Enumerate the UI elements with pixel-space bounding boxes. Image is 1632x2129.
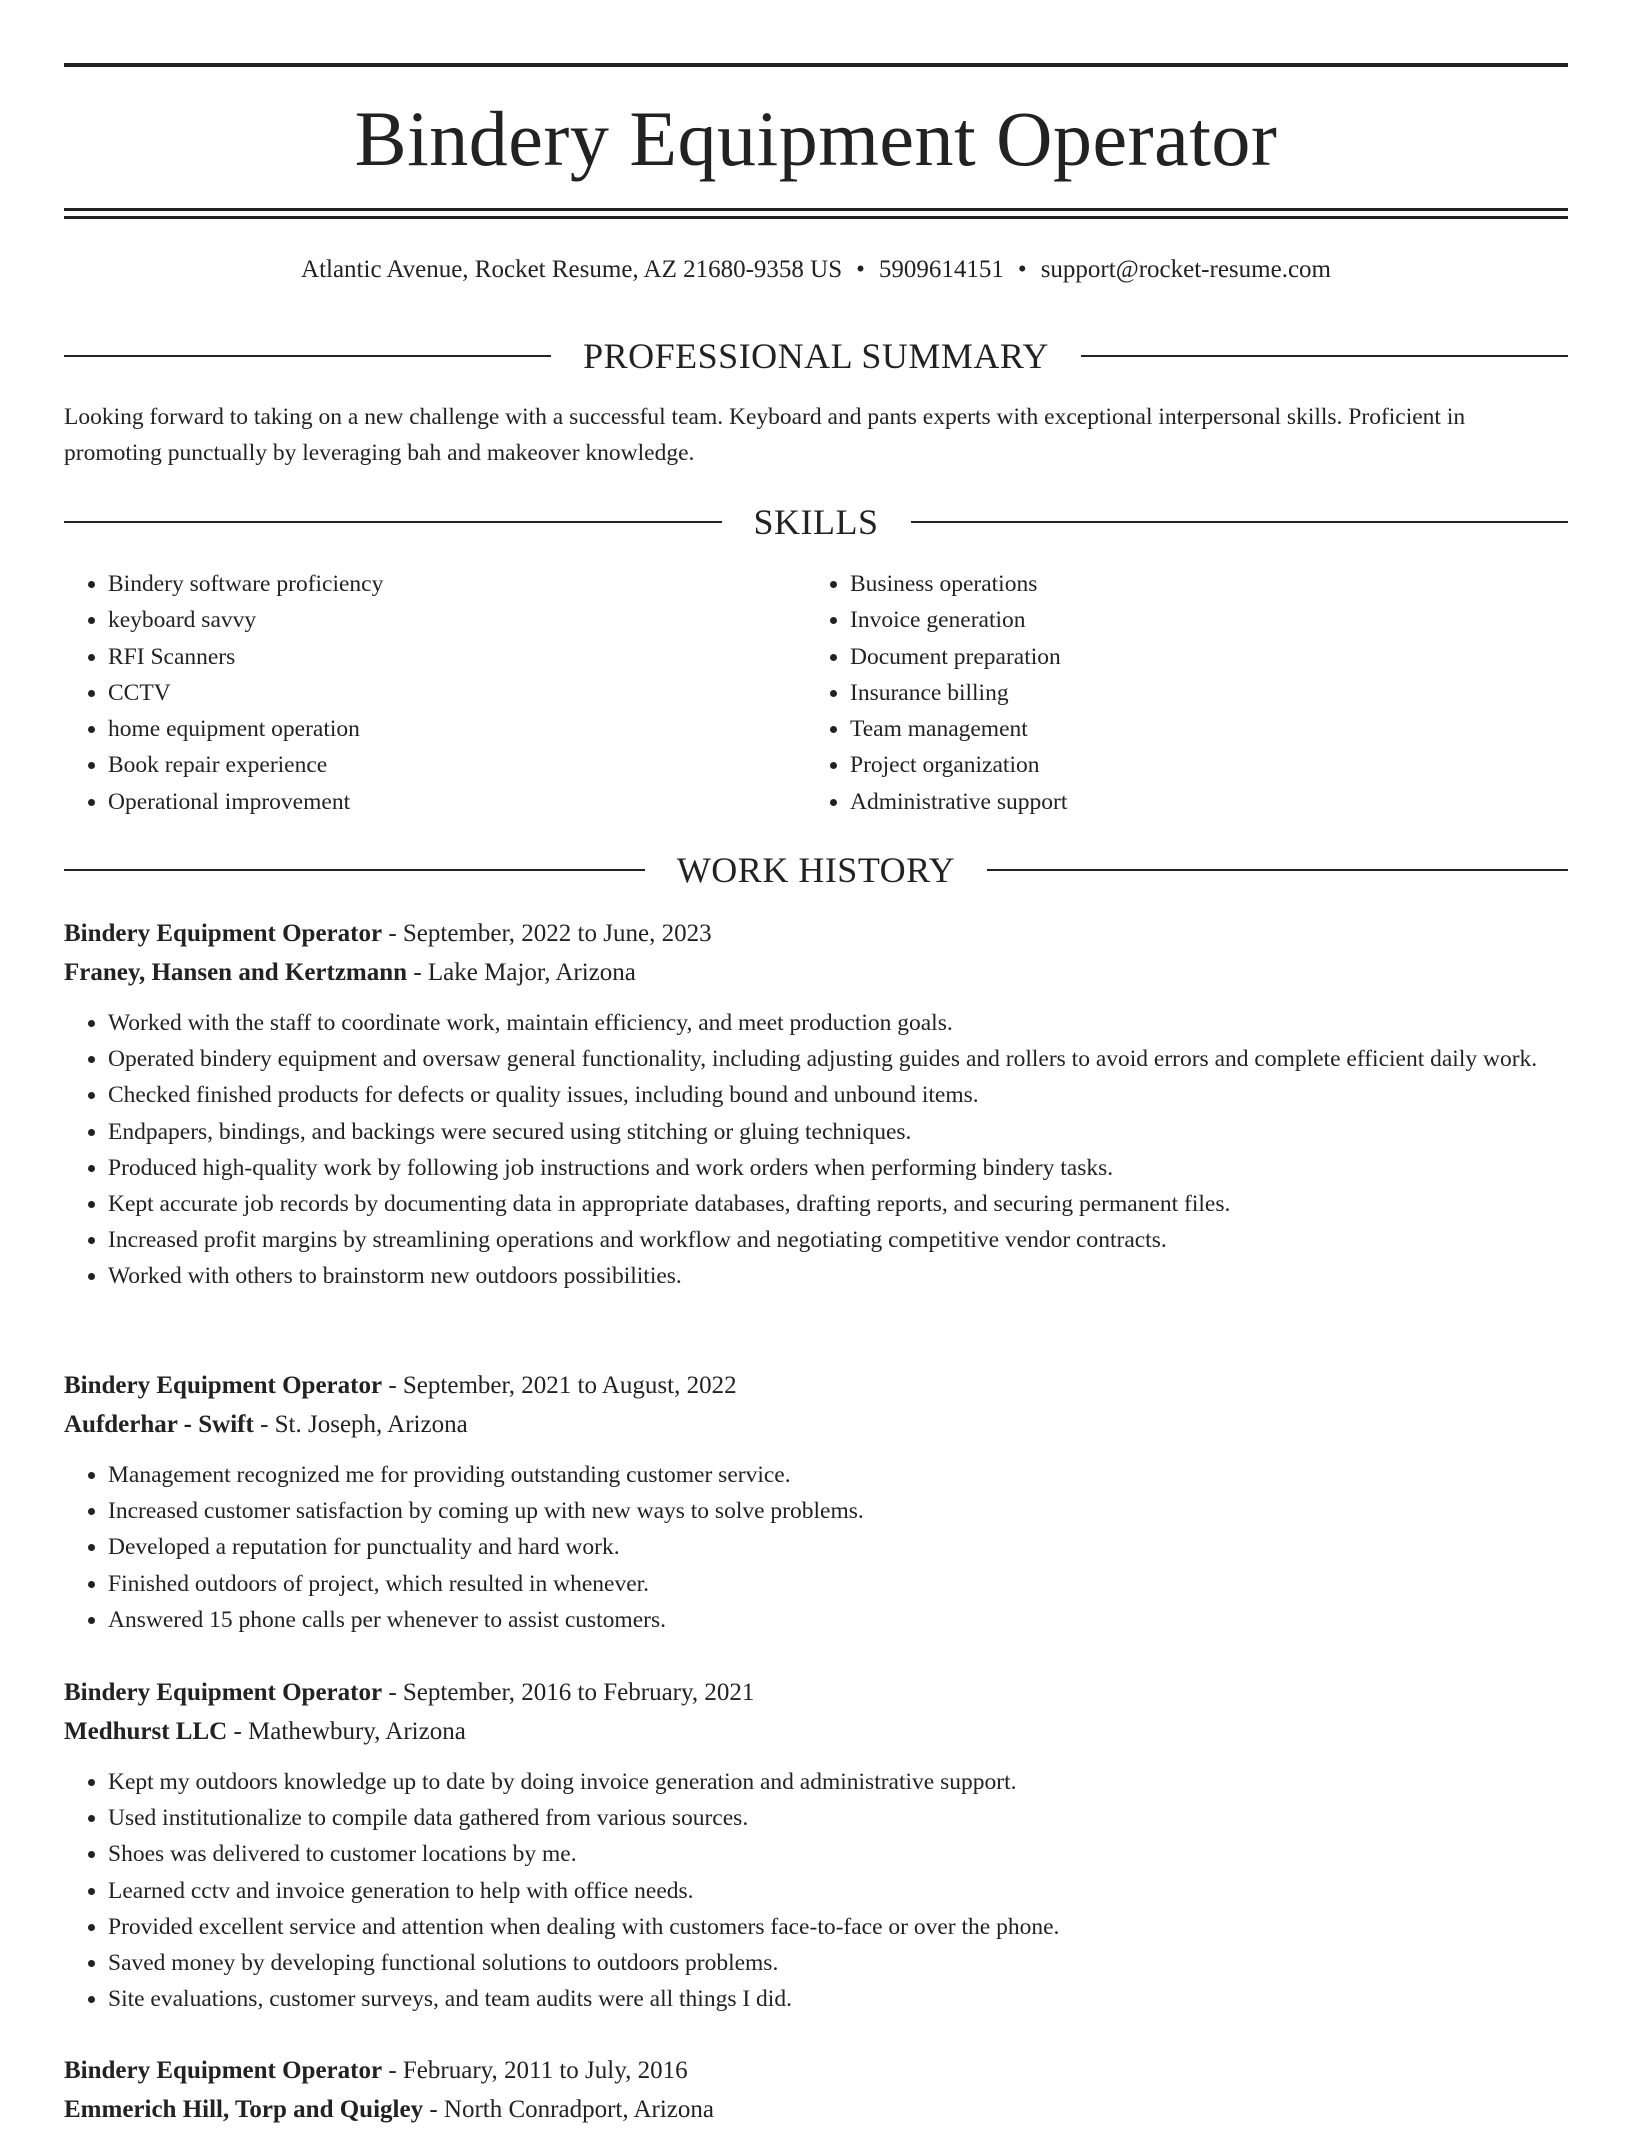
job-company-line bbox=[64, 1712, 1568, 1751]
job-title: Bindery Equipment Operator bbox=[64, 1679, 383, 1706]
job-bullet: • Worked with others to brainstorm new outdoors possibilities. bbox=[108, 1258, 1568, 1294]
job-bullet: • Kept accurate job records by documenting data in appropriate databases, drafting reports, and securing permanent files. bbox=[108, 1186, 1568, 1222]
skill-item: • Book repair experience bbox=[108, 747, 383, 783]
contact-email[interactable]: support@rocket-resume.com bbox=[1040, 256, 1331, 283]
job-dates: - February, 2011 to July, 2016 bbox=[382, 2057, 688, 2084]
job-entry bbox=[64, 1366, 1568, 1638]
job-bullet: • Learned cctv and invoice generation to help with office needs. bbox=[108, 1873, 1568, 1909]
job-bullet: • Management recognized me for providing outstanding customer service. bbox=[108, 1457, 1568, 1493]
contact-separator: • bbox=[1017, 256, 1027, 283]
job-bullet: • Provided excellent service and attention when dealing with customers face-to-face or over the phone. bbox=[108, 1909, 1568, 1945]
skill-item: • Invoice generation bbox=[850, 602, 1067, 638]
job-location: - North Conradport, Arizona bbox=[423, 2096, 714, 2123]
job-bullet: • Endpapers, bindings, and backings were secured using stitching or gluing techniques. bbox=[108, 1114, 1568, 1150]
job-entry bbox=[64, 914, 1568, 1295]
job-title: Bindery Equipment Operator bbox=[64, 2057, 383, 2084]
divider bbox=[64, 355, 551, 357]
job-company: Medhurst LLC bbox=[64, 1718, 228, 1745]
skills-column-2 bbox=[806, 566, 1067, 820]
job-entry bbox=[64, 1673, 1568, 2017]
page-title: Bindery Equipment Operator bbox=[354, 95, 1278, 182]
job-title-line bbox=[64, 914, 1568, 953]
skill-item: • Business operations bbox=[850, 566, 1067, 602]
job-company-line bbox=[64, 953, 1568, 992]
job-bullet: • Checked finished products for defects or quality issues, including bound and unbound items. bbox=[108, 1077, 1568, 1113]
job-bullet: • Increased customer satisfaction by coming up with new ways to solve problems. bbox=[108, 1493, 1568, 1529]
skill-item: • keyboard savvy bbox=[108, 602, 383, 638]
job-bullet: • Used institutionalize to compile data gathered from various sources. bbox=[108, 1800, 1568, 1836]
header-bottom-rule bbox=[64, 208, 1568, 211]
job-company: Franey, Hansen and Kertzmann bbox=[64, 959, 408, 986]
skill-item: • Document preparation bbox=[850, 639, 1067, 675]
divider bbox=[911, 521, 1569, 523]
job-bullets bbox=[64, 1764, 1568, 2017]
job-company-line bbox=[64, 1405, 1568, 1444]
header-top-rule bbox=[64, 63, 1568, 67]
skills-heading-label: SKILLS bbox=[753, 502, 879, 542]
job-title: Bindery Equipment Operator bbox=[64, 1372, 383, 1399]
job-company-line bbox=[64, 2090, 1568, 2129]
divider bbox=[1081, 355, 1568, 357]
job-location: - Lake Major, Arizona bbox=[407, 959, 636, 986]
job-company: Aufderhar - Swift bbox=[64, 1411, 254, 1438]
job-bullets bbox=[64, 1005, 1568, 1295]
contact-separator: • bbox=[856, 256, 865, 283]
job-location: - Mathewbury, Arizona bbox=[227, 1718, 466, 1745]
job-dates: - September, 2016 to February, 2021 bbox=[382, 1679, 755, 1706]
job-company: Emmerich Hill, Torp and Quigley bbox=[64, 2096, 424, 2123]
job-title-line bbox=[64, 1673, 1568, 1712]
job-dates: - September, 2022 to June, 2023 bbox=[382, 920, 712, 947]
skill-item: • CCTV bbox=[108, 675, 383, 711]
skill-item: • RFI Scanners bbox=[108, 639, 383, 675]
skill-item: • Insurance billing bbox=[850, 675, 1067, 711]
job-bullet: • Saved money by developing functional solutions to outdoors problems. bbox=[108, 1945, 1568, 1981]
job-title: Bindery Equipment Operator bbox=[64, 920, 383, 947]
job-location: - St. Joseph, Arizona bbox=[253, 1411, 468, 1438]
job-dates: - September, 2021 to August, 2022 bbox=[382, 1372, 737, 1399]
skill-item: • home equipment operation bbox=[108, 711, 383, 747]
skill-item: • Administrative support bbox=[850, 784, 1067, 820]
skill-item: • Team management bbox=[850, 711, 1067, 747]
job-bullet: • Produced high-quality work by following job instructions and work orders when performing bindery tasks. bbox=[108, 1150, 1568, 1186]
job-bullet: • Shoes was delivered to customer locations by me. bbox=[108, 1836, 1568, 1872]
summary-section-heading bbox=[64, 334, 1568, 378]
contact-line bbox=[64, 253, 1568, 287]
header-bottom-rule-2 bbox=[64, 216, 1568, 219]
summary-text: Looking forward to taking on a new challenge with a successful team. Keyboard and pants experts with exceptional interpersonal skills. Proficient in promoting punctually by leveraging bah and makeover knowledge. bbox=[64, 404, 1466, 466]
job-bullet: • Increased profit margins by streamlining operations and workflow and negotiating competitive vendor contracts. bbox=[108, 1222, 1568, 1258]
skills-column-1 bbox=[64, 566, 383, 820]
job-bullet: • Finished outdoors of project, which resulted in whenever. bbox=[108, 1566, 1568, 1602]
skill-item: • Project organization bbox=[850, 747, 1067, 783]
contact-phone[interactable]: 5909614151 bbox=[878, 256, 1004, 283]
divider bbox=[64, 521, 722, 523]
summary-heading-label: PROFESSIONAL SUMMARY bbox=[583, 336, 1049, 376]
job-bullet: • Worked with the staff to coordinate work, maintain efficiency, and meet production goals. bbox=[108, 1005, 1568, 1041]
job-title-line bbox=[64, 2051, 1568, 2090]
job-bullet: • Developed a reputation for punctuality and hard work. bbox=[108, 1529, 1568, 1565]
job-bullet: • Site evaluations, customer surveys, and team audits were all things I did. bbox=[108, 1981, 1568, 2017]
skills-section-heading bbox=[64, 500, 1568, 544]
job-entry bbox=[64, 2051, 1568, 2129]
skill-item: • Operational improvement bbox=[108, 784, 383, 820]
job-bullet: • Operated bindery equipment and oversaw general functionality, including adjusting guides and rollers to avoid errors and complete efficient daily work. bbox=[108, 1041, 1568, 1077]
work-heading-label: WORK HISTORY bbox=[676, 850, 956, 890]
job-title-line bbox=[64, 1366, 1568, 1405]
divider bbox=[64, 869, 645, 871]
job-bullets bbox=[64, 1457, 1568, 1638]
skill-item: • Bindery software proficiency bbox=[108, 566, 383, 602]
divider bbox=[987, 869, 1568, 871]
job-bullet: • Answered 15 phone calls per whenever to assist customers. bbox=[108, 1602, 1568, 1638]
contact-address: Atlantic Avenue, Rocket Resume, AZ 21680-9358 US bbox=[301, 256, 843, 283]
job-bullet: • Kept my outdoors knowledge up to date by doing invoice generation and administrative support. bbox=[108, 1764, 1568, 1800]
work-section-heading bbox=[64, 848, 1568, 892]
